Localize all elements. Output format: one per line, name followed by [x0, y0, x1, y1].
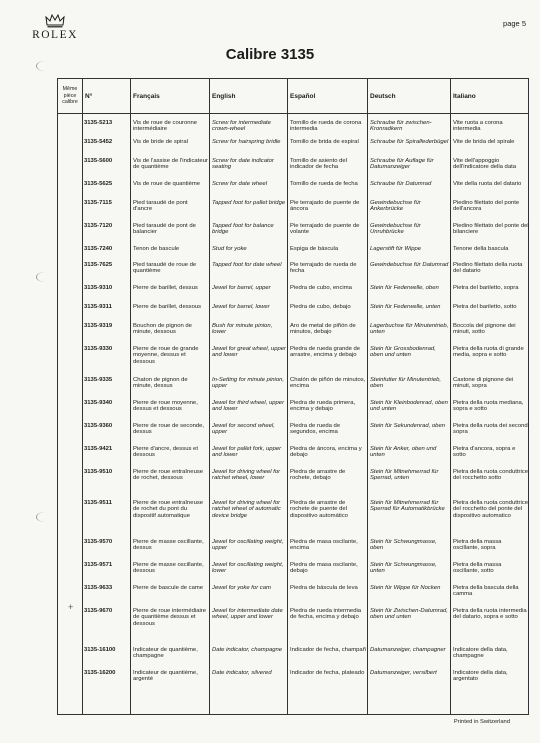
spanish-text: Piedra de áncora, encima y debajo — [290, 446, 362, 459]
italian-text: Pietra della ruota conduttrice del rocchetto del ponte del dispositivo automatico — [453, 500, 528, 519]
part-number: 3135-9570 — [84, 539, 113, 545]
german-text: Stein für Sekundenrad, oben — [370, 423, 445, 429]
binder-hole — [36, 61, 53, 71]
english-text: Screw for hairspring bridle — [212, 139, 281, 145]
header-italian: Italiano — [453, 92, 476, 100]
part-number: 3135-9319 — [84, 323, 113, 329]
spanish-text: Piedra de rueda primera, encima y debajo — [290, 400, 356, 413]
french-text: Pied taraudé de pont de balancier — [133, 223, 196, 236]
header-english: English — [212, 92, 236, 100]
german-text: Gewindebuchse für Datumrad — [370, 262, 449, 268]
german-text: Stein für Federwelle, unten — [370, 304, 441, 310]
french-text: Pierre de barillet, dessus — [133, 285, 198, 291]
table-body — [58, 117, 528, 690]
part-number: 3135-9510 — [84, 469, 113, 475]
part-number: 3135-9571 — [84, 562, 113, 568]
french-text: Vis de roue de couronne intermédiaire — [133, 120, 198, 133]
italian-text: Pietra della bascula della camma — [453, 585, 519, 598]
part-number: 3135-9511 — [84, 500, 112, 506]
part-number: 3135-9311 — [84, 304, 112, 310]
french-text: Bouchon de pignon de minute, dessous — [133, 323, 192, 336]
binder-hole — [36, 512, 53, 522]
german-text: Stein für Zwischen-Datumrad, oben und unten — [370, 608, 448, 621]
table-row — [58, 374, 528, 397]
german-text: Gewindebuchse für Unruhbrücke — [370, 223, 421, 236]
spanish-text: Piedra de rueda intermedia de fecha, encima y debajo — [290, 608, 362, 621]
table-row — [58, 466, 528, 497]
table-row — [58, 243, 528, 259]
table-row — [58, 282, 528, 301]
spanish-text: Espiga de báscula — [290, 246, 339, 252]
english-text: Jewel for driving wheel for ratchet wheel, lower — [212, 469, 281, 482]
table-row — [58, 178, 528, 197]
italian-text: Boccola del pignone dei minuti, sotto — [453, 323, 516, 336]
german-text: Stein für Anker, oben und unten — [370, 446, 437, 459]
italian-text: Pietra della ruota mediana, sopra e sotto — [453, 400, 524, 413]
italian-text: Piedino filettato del ponte del bilanciere — [453, 223, 529, 236]
english-text: Screw for date wheel — [212, 181, 268, 187]
table-row — [58, 605, 528, 644]
english-text: Jewel for second wheel, upper — [212, 423, 275, 436]
french-text: Vis de roue de quantième — [133, 181, 201, 187]
english-text: Stud for yoke — [212, 246, 247, 252]
spanish-text: Piedra de arrastre de rochete de puente del dispositivo automático — [290, 500, 348, 519]
part-number: 3135-5625 — [84, 181, 113, 187]
german-text: Schraube für Auflage für Datumanzeiger — [370, 158, 434, 171]
french-text: Vis de l'assise de l'indicateur de quantième — [133, 158, 208, 171]
german-text: Stein für Grossbodenrad, oben und unten — [370, 346, 436, 359]
table-row — [58, 397, 528, 420]
english-text: Bush for minute pinion, lower — [212, 323, 273, 336]
german-text: Schraube für Datumrad — [370, 181, 432, 187]
french-text: Pierre d'ancre, dessus et dessous — [133, 446, 198, 459]
spanish-text: Aro de metal de piñón de minutos, debajo — [290, 323, 356, 336]
part-number: 3135-9335 — [84, 377, 113, 383]
english-text: Jewel for pallet fork, upper and lower — [212, 446, 282, 459]
table-row — [58, 420, 528, 443]
french-text: Pierre de roue intermédiaire de quantième dessus et dessous — [133, 608, 207, 627]
spanish-text: Chatón de piñón de minutos, encima — [290, 377, 366, 390]
french-text: Pierre de masse oscillante, dessus — [133, 539, 204, 552]
spanish-text: Indicador de fecha, plateado — [290, 670, 365, 676]
french-text: Chaton de pignon de minute, dessus — [133, 377, 188, 390]
italian-text: Vite dell'appoggio dell'indicatore della data — [453, 158, 517, 171]
table-row — [58, 443, 528, 466]
english-text: Jewel for oscillating weight, upper — [212, 539, 284, 552]
header-number: N° — [85, 92, 93, 100]
italian-text: Pietra della ruota conduttrice del rocchetto sotto — [453, 469, 528, 482]
part-number: 3135-9421 — [84, 446, 113, 452]
parts-table — [57, 78, 529, 715]
french-text: Pierre de bascule de came — [133, 585, 204, 591]
english-text: Jewel for barrel, lower — [212, 304, 270, 310]
spanish-text: Piedra de báscula de leva — [290, 585, 358, 591]
german-text: Lagerbuchse für Minutentrieb, unten — [370, 323, 449, 336]
english-text: Tapped foot for date wheel — [212, 262, 282, 268]
brand-name: ROLEX — [32, 29, 78, 41]
spanish-text: Indicador de fecha, champañ — [290, 647, 366, 653]
italian-text: Indicatore della data, argentato — [453, 670, 508, 683]
italian-text: Indicatore della data, champagne — [453, 647, 508, 660]
table-row — [58, 117, 528, 136]
spanish-text: Pie terrajado de puente de volante — [290, 223, 360, 236]
table-row — [58, 301, 528, 320]
english-text: In-Setting for minute pinion, upper — [212, 377, 285, 390]
french-text: Pied taraudé de roue de quantième — [133, 262, 197, 275]
crown-icon — [45, 14, 65, 28]
spanish-text: Tornillo de rueda de fecha — [290, 181, 358, 187]
page-number: page 5 — [503, 19, 526, 28]
italian-text: Pietra del bariletto, sopra — [453, 285, 519, 291]
german-text: Schraube für Spiralfederbügel — [370, 139, 449, 145]
italian-text: Pietra della massa oscillante, sopra — [453, 539, 502, 552]
spanish-text: Pie terrajado de puente de áncora — [290, 200, 360, 213]
german-text: Stein für Federwelle, oben — [370, 285, 439, 291]
table-row — [58, 536, 528, 559]
spanish-text: Piedra de rueda de segundos, encima — [290, 423, 341, 436]
english-text: Date indicator, champagne — [212, 647, 283, 653]
table-row — [58, 644, 528, 667]
italian-text: Vite della ruota del datario — [453, 181, 522, 187]
english-text: Tapped foot for balance bridge — [212, 223, 274, 236]
spanish-text: Tornillo de asiento del indicador de fecha — [290, 158, 347, 171]
italian-text: Vite de brida del spirale — [453, 139, 515, 145]
page-title: Calibre 3135 — [225, 46, 315, 63]
spanish-text: Piedra de cubo, encima — [290, 285, 352, 291]
italian-text: Pietra della ruota intermedia del datario, sopra e sotto — [453, 608, 527, 621]
french-text: Pierre de roue de seconde, dessus — [133, 423, 205, 436]
spanish-text: Piedra de masa oscilante, debajo — [290, 562, 358, 575]
table-row — [58, 220, 528, 243]
table-row — [58, 320, 528, 343]
italian-text: Castone di pignone dei minuti, sopra — [453, 377, 514, 390]
table-row — [58, 582, 528, 605]
english-text: Jewel for third wheel, upper and lower — [212, 400, 285, 413]
french-text: Pied taraudé de pont d'ancre — [133, 200, 188, 213]
italian-text: Piedino filettato del ponte dell'ancora — [453, 200, 520, 213]
table-row — [58, 136, 528, 155]
table-row — [58, 497, 528, 536]
part-number: 3135-16100 — [84, 647, 116, 653]
italian-text: Pietra della ruota di grande media, sopra e sotto — [453, 346, 524, 359]
german-text: Datumanzeiger, versilbert — [370, 670, 437, 676]
part-number: 3135-9633 — [84, 585, 113, 591]
english-text: Jewel for barrel, upper — [212, 285, 271, 291]
german-text: Lagerstift für Wippe — [370, 246, 422, 252]
part-number: 3135-16200 — [84, 670, 116, 676]
french-text: Indicateur de quantième, champagne — [133, 647, 198, 660]
french-text: Vis de bride de spiral — [133, 139, 188, 145]
german-text: Datumanzeiger, champagner — [370, 647, 446, 653]
header-rule — [58, 113, 528, 114]
table-row — [58, 559, 528, 582]
spanish-text: Pie terrajado de rueda de fecha — [290, 262, 357, 275]
german-text: Stein für Mitnehmerrad für Sperrad für Automatikbrücke — [370, 500, 445, 513]
spanish-text: Tornillo de brida de espiral — [290, 139, 359, 145]
german-text: Stein für Wippe für Nocken — [370, 585, 441, 591]
part-number: 3135-9340 — [84, 400, 113, 406]
header-german: Deutsch — [370, 92, 396, 100]
italian-text: Piedino filettato della ruota del datario — [453, 262, 523, 275]
english-text: Jewel for great wheel, upper and lower — [212, 346, 287, 359]
spanish-text: Tornillo de rueda de corona intermedia — [290, 120, 362, 133]
english-text: Screw for date indicator seating — [212, 158, 274, 171]
italian-text: Pietra della massa oscillante, sotto — [453, 562, 502, 575]
part-number: 3135-9360 — [84, 423, 113, 429]
german-text: Schraube für zwischen-Kronradkern — [370, 120, 432, 133]
header-french: Français — [133, 92, 160, 100]
cross-mark-icon: + — [68, 602, 74, 612]
english-text: Screw for intermediate crown-wheel — [212, 120, 271, 133]
printed-note: Printed in Switzerland — [453, 719, 510, 725]
english-text: Jewel for oscillating weight, lower — [212, 562, 284, 575]
italian-text: Pietra d'ancora, sopra e sotto — [453, 446, 516, 459]
part-number: 3135-7115 — [84, 200, 112, 206]
german-text: Steinfutter für Minutentrieb, oben — [370, 377, 442, 390]
part-number: 3135-5452 — [84, 139, 113, 145]
part-number: 3135-5213 — [84, 120, 113, 126]
table-row — [58, 259, 528, 282]
part-number: 3135-5600 — [84, 158, 113, 164]
spanish-text: Piedra de masa oscilante, encima — [290, 539, 358, 552]
english-text: Tapped foot for pallet bridge — [212, 200, 286, 206]
italian-text: Pietra della ruota dei secondi sopra — [453, 423, 529, 436]
english-text: Jewel for driving wheel for ratchet wheel of automatic device bridge — [212, 500, 281, 519]
part-number: 3135-7120 — [84, 223, 113, 229]
header-spanish: Español — [290, 92, 316, 100]
binder-hole — [36, 272, 53, 282]
italian-text: Pietra del bariletto, sotto — [453, 304, 517, 310]
table-row — [58, 197, 528, 220]
french-text: Pierre de barillet, dessous — [133, 304, 202, 310]
french-text: Indicateur de quantième, argenté — [133, 670, 198, 683]
english-text: Jewel for intermediate date wheel, upper and lower — [212, 608, 283, 621]
part-number: 3135-9330 — [84, 346, 113, 352]
spanish-text: Piedra de cubo, debajo — [290, 304, 351, 310]
french-text: Pierre de roue de grande moyenne, dessus et dessous — [133, 346, 199, 365]
german-text: Gewindebuchse für Ankerbrücke — [370, 200, 421, 213]
french-text: Pierre de masse oscillante, dessous — [133, 562, 204, 575]
table-row — [58, 155, 528, 178]
german-text: Stein für Mitnehmerrad für Sperrad, unten — [370, 469, 439, 482]
rolex-logo — [20, 14, 90, 41]
french-text: Tenon de bascule — [133, 246, 180, 252]
table-row — [58, 667, 528, 690]
french-text: Pierre de roue entraîneuse de rochet du pont du dispositif automatique — [133, 500, 204, 519]
italian-text: Tenone della bascula — [453, 246, 509, 252]
table-row — [58, 343, 528, 374]
spanish-text: Piedra de arrastre de rochete, debajo — [290, 469, 346, 482]
italian-text: Vite ruota a corona intermedia — [453, 120, 503, 133]
german-text: Stein für Schwungmasse, oben — [370, 539, 437, 552]
german-text: Stein für Kleinbodenrad, oben und unten — [370, 400, 448, 413]
spanish-text: Piedra de rueda grande de arrastre, encima y debajo — [290, 346, 361, 359]
english-text: Date indicator, silvered — [212, 670, 272, 676]
part-number: 3135-9310 — [84, 285, 113, 291]
french-text: Pierre de roue entraîneuse de rochet, dessous — [133, 469, 204, 482]
english-text: Jewel for yoke for cam — [212, 585, 271, 591]
german-text: Stein für Schwungmasse, unten — [370, 562, 437, 575]
header-same-part: Même pièce calibre — [62, 86, 78, 106]
part-number: 3135-9670 — [84, 608, 113, 614]
part-number: 3135-7240 — [84, 246, 113, 252]
french-text: Pierre de roue moyenne, dessus et dessous — [133, 400, 198, 413]
part-number: 3135-7625 — [84, 262, 113, 268]
